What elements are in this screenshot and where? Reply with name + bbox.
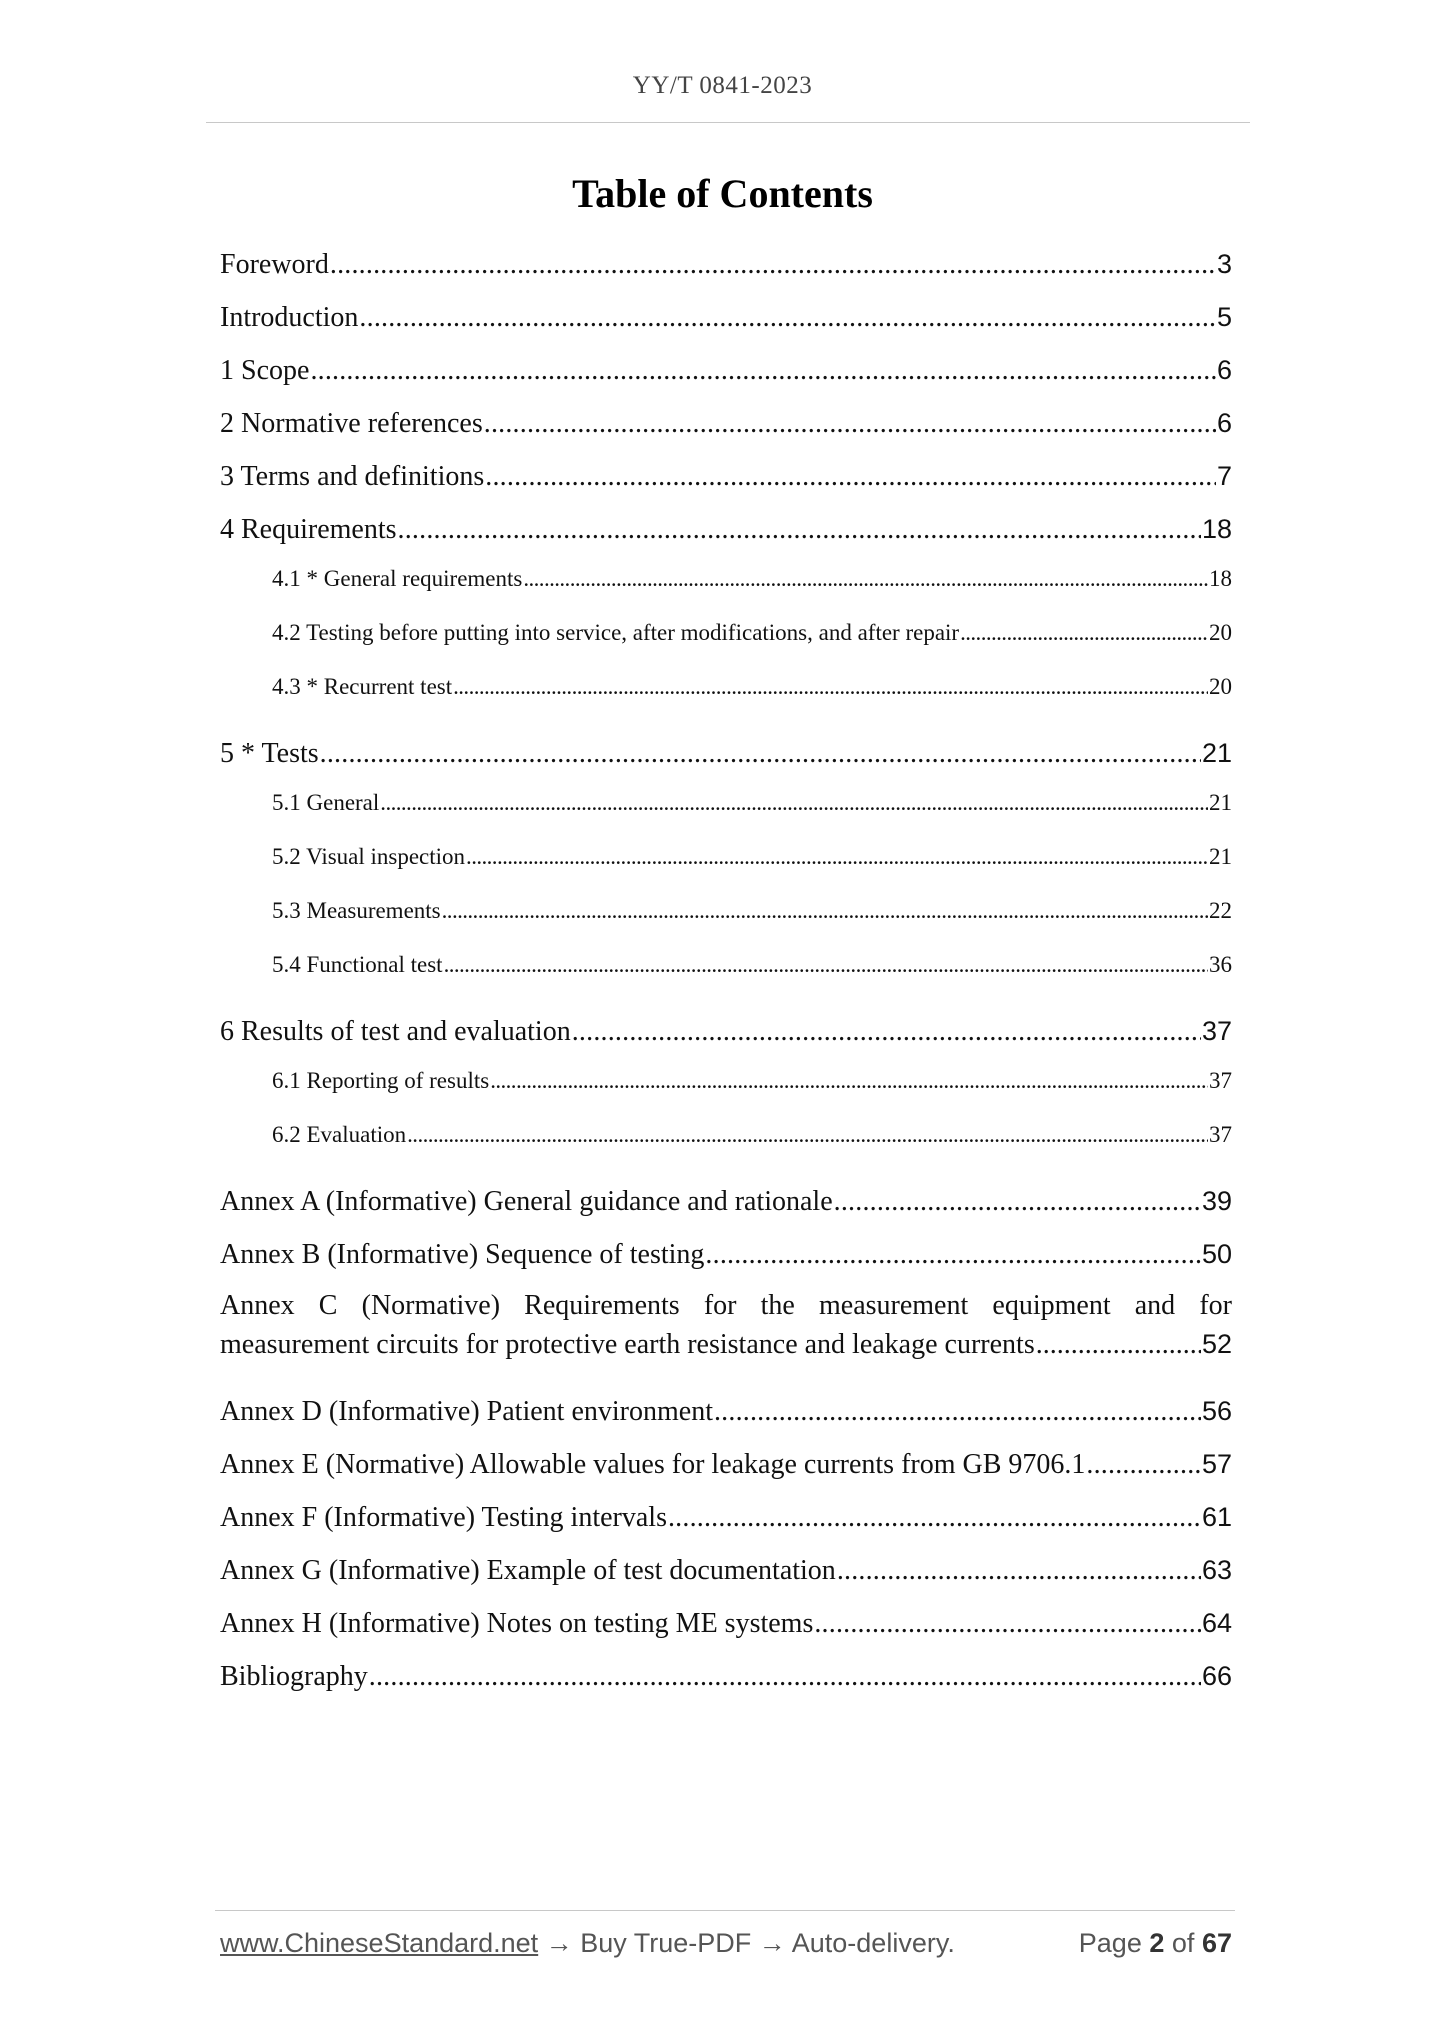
toc-entry-annex-e[interactable] bbox=[220, 1444, 1232, 1497]
current-page-number: 2 bbox=[1149, 1928, 1165, 1958]
header-divider bbox=[206, 122, 1250, 123]
toc-word: Requirements bbox=[524, 1290, 680, 1321]
toc-label: 5.1 General bbox=[272, 790, 380, 815]
toc-entry-annex-f[interactable] bbox=[220, 1497, 1232, 1550]
dot-leader bbox=[398, 510, 1201, 550]
of-word: of bbox=[1171, 1928, 1195, 1958]
toc-label: Annex G (Informative) Example of test documentation bbox=[220, 1555, 836, 1586]
toc-entry-foreword[interactable] bbox=[220, 244, 1232, 297]
toc-page-number: 39 bbox=[1201, 1186, 1232, 1216]
dot-leader bbox=[1036, 1326, 1201, 1364]
toc-label: Annex E (Normative) Allowable values for leakage currents from GB 9706.1 bbox=[220, 1449, 1086, 1480]
dot-leader bbox=[484, 404, 1216, 444]
toc-entry-annex-b[interactable] bbox=[220, 1234, 1232, 1287]
toc-label-line1 bbox=[220, 1287, 1232, 1325]
toc-label: Annex A (Informative) General guidance and rationale bbox=[220, 1186, 833, 1217]
toc-word: C bbox=[318, 1290, 338, 1321]
toc-entry-4-2[interactable] bbox=[220, 613, 1232, 670]
toc-entry-5-3[interactable] bbox=[220, 891, 1232, 948]
document-code: YY/T 0841-2023 bbox=[632, 72, 813, 99]
toc-entry-5-1[interactable] bbox=[220, 783, 1232, 840]
toc-page-number: 21 bbox=[1201, 738, 1232, 768]
toc-page-number: 36 bbox=[1209, 952, 1232, 977]
dot-leader bbox=[485, 457, 1216, 497]
toc-label: 1 Scope bbox=[220, 355, 310, 386]
toc-label: Annex H (Informative) Notes on testing ME systems bbox=[220, 1608, 814, 1639]
toc-word: the bbox=[760, 1290, 795, 1321]
dot-leader bbox=[320, 734, 1201, 774]
dot-leader bbox=[442, 891, 1208, 931]
toc-entry-annex-g[interactable] bbox=[220, 1550, 1232, 1603]
toc-page-number: 61 bbox=[1201, 1502, 1232, 1532]
toc-page-number: 64 bbox=[1201, 1608, 1232, 1638]
toc-page-number: 20 bbox=[1209, 620, 1232, 645]
toc-page-number: 7 bbox=[1216, 461, 1232, 491]
toc-page-number: 50 bbox=[1201, 1239, 1232, 1269]
dot-leader bbox=[837, 1551, 1201, 1591]
dot-leader bbox=[466, 837, 1208, 877]
toc-page-number: 37 bbox=[1209, 1122, 1232, 1147]
toc-word: measurement bbox=[818, 1290, 969, 1321]
toc-label: Bibliography bbox=[220, 1661, 368, 1692]
toc-word: for bbox=[1199, 1290, 1232, 1321]
table-of-contents bbox=[220, 244, 1232, 1709]
toc-label: 4.1 * General requirements bbox=[272, 566, 523, 591]
dot-leader bbox=[490, 1061, 1208, 1101]
dot-leader bbox=[453, 667, 1208, 707]
toc-page-number: 21 bbox=[1209, 790, 1232, 815]
dot-leader bbox=[814, 1604, 1201, 1644]
dot-leader bbox=[444, 945, 1208, 985]
toc-page-number: 21 bbox=[1209, 844, 1232, 869]
page-word: Page bbox=[1078, 1928, 1142, 1958]
toc-entry-results[interactable] bbox=[220, 1011, 1232, 1064]
toc-entry-4-3[interactable] bbox=[220, 667, 1232, 733]
toc-page-number: 52 bbox=[1201, 1329, 1232, 1359]
dot-leader bbox=[310, 351, 1216, 391]
toc-page-number: 6 bbox=[1216, 355, 1232, 385]
footer-divider bbox=[215, 1910, 1235, 1911]
toc-page-number: 18 bbox=[1201, 514, 1232, 544]
toc-entry-bibliography[interactable] bbox=[220, 1656, 1232, 1709]
dot-leader bbox=[668, 1498, 1201, 1538]
toc-label: 6.1 Reporting of results bbox=[272, 1068, 490, 1093]
dot-leader bbox=[705, 1235, 1201, 1275]
toc-page-number: 66 bbox=[1201, 1661, 1232, 1691]
toc-entry-6-2[interactable] bbox=[220, 1115, 1232, 1181]
toc-entry-normative-references[interactable] bbox=[220, 403, 1232, 456]
toc-page-number: 56 bbox=[1201, 1396, 1232, 1426]
toc-page-number: 3 bbox=[1216, 249, 1232, 279]
toc-page-number: 18 bbox=[1209, 566, 1232, 591]
toc-label: 3 Terms and definitions bbox=[220, 461, 485, 492]
dot-leader bbox=[1086, 1445, 1201, 1485]
toc-word: Annex bbox=[220, 1290, 295, 1321]
toc-word: for bbox=[703, 1290, 737, 1321]
toc-entry-4-1[interactable] bbox=[220, 559, 1232, 616]
toc-page-number: 5 bbox=[1216, 302, 1232, 332]
toc-label: measurement circuits for protective earth resistance and leakage currents bbox=[220, 1329, 1035, 1360]
dot-leader bbox=[572, 1012, 1201, 1052]
toc-entry-5-4[interactable] bbox=[220, 945, 1232, 1011]
toc-word: (Normative) bbox=[361, 1290, 501, 1321]
dot-leader bbox=[834, 1182, 1201, 1222]
toc-page-number: 63 bbox=[1201, 1555, 1232, 1585]
toc-label: 5 * Tests bbox=[220, 738, 319, 769]
toc-label: Annex F (Informative) Testing intervals bbox=[220, 1502, 667, 1533]
toc-entry-introduction[interactable] bbox=[220, 297, 1232, 350]
toc-label: 2 Normative references bbox=[220, 408, 483, 439]
toc-page-number: 37 bbox=[1209, 1068, 1232, 1093]
site-link[interactable]: www.ChineseStandard.net bbox=[220, 1928, 539, 1958]
toc-entry-annex-h[interactable] bbox=[220, 1603, 1232, 1656]
toc-label: 5.4 Functional test bbox=[272, 952, 443, 977]
toc-entry-annex-a[interactable] bbox=[220, 1181, 1232, 1234]
dot-leader bbox=[359, 298, 1216, 338]
toc-entry-5-2[interactable] bbox=[220, 837, 1232, 894]
toc-label: 4.2 Testing before putting into service, after modifications, and after repair bbox=[272, 620, 960, 645]
toc-entry-requirements[interactable] bbox=[220, 509, 1232, 562]
toc-page-number: 20 bbox=[1209, 674, 1232, 699]
toc-page-number: 37 bbox=[1201, 1016, 1232, 1046]
dot-leader bbox=[380, 783, 1208, 823]
footer-promo bbox=[220, 1928, 955, 1959]
toc-label: Foreword bbox=[220, 249, 329, 280]
toc-entry-tests[interactable] bbox=[220, 733, 1232, 786]
toc-label: 5.2 Visual inspection bbox=[272, 844, 466, 869]
total-pages-number: 67 bbox=[1201, 1928, 1232, 1958]
toc-page-number: 6 bbox=[1216, 408, 1232, 438]
toc-label: 6.2 Evaluation bbox=[272, 1122, 407, 1147]
toc-word: equipment bbox=[992, 1290, 1111, 1321]
page-indicator bbox=[1079, 1928, 1232, 1959]
dot-leader bbox=[523, 559, 1208, 599]
toc-label: Introduction bbox=[220, 302, 359, 333]
toc-page-number: 22 bbox=[1209, 898, 1232, 923]
toc-entry-6-1[interactable] bbox=[220, 1061, 1232, 1118]
toc-word: and bbox=[1134, 1290, 1176, 1321]
toc-label: 6 Results of test and evaluation bbox=[220, 1016, 571, 1047]
toc-entry-terms-definitions[interactable] bbox=[220, 456, 1232, 509]
toc-label: Annex D (Informative) Patient environment bbox=[220, 1396, 713, 1427]
dot-leader bbox=[407, 1115, 1208, 1155]
toc-label: 4 Requirements bbox=[220, 514, 397, 545]
toc-label: 4.3 * Recurrent test bbox=[272, 674, 453, 699]
dot-leader bbox=[714, 1392, 1201, 1432]
toc-label: Annex B (Informative) Sequence of testing bbox=[220, 1239, 705, 1270]
toc-label-line2 bbox=[220, 1325, 1232, 1364]
toc-page-number: 57 bbox=[1201, 1449, 1232, 1479]
toc-label: 5.3 Measurements bbox=[272, 898, 441, 923]
dot-leader bbox=[369, 1657, 1201, 1697]
toc-entry-annex-d[interactable] bbox=[220, 1391, 1232, 1444]
toc-entry-scope[interactable] bbox=[220, 350, 1232, 403]
page-title: Table of Contents bbox=[572, 171, 873, 216]
promo-text: → Buy True-PDF → Auto-delivery. bbox=[545, 1928, 955, 1958]
dot-leader bbox=[960, 613, 1208, 653]
dot-leader bbox=[330, 245, 1216, 285]
toc-entry-annex-c[interactable] bbox=[220, 1287, 1232, 1391]
page-footer bbox=[220, 1928, 1232, 1968]
